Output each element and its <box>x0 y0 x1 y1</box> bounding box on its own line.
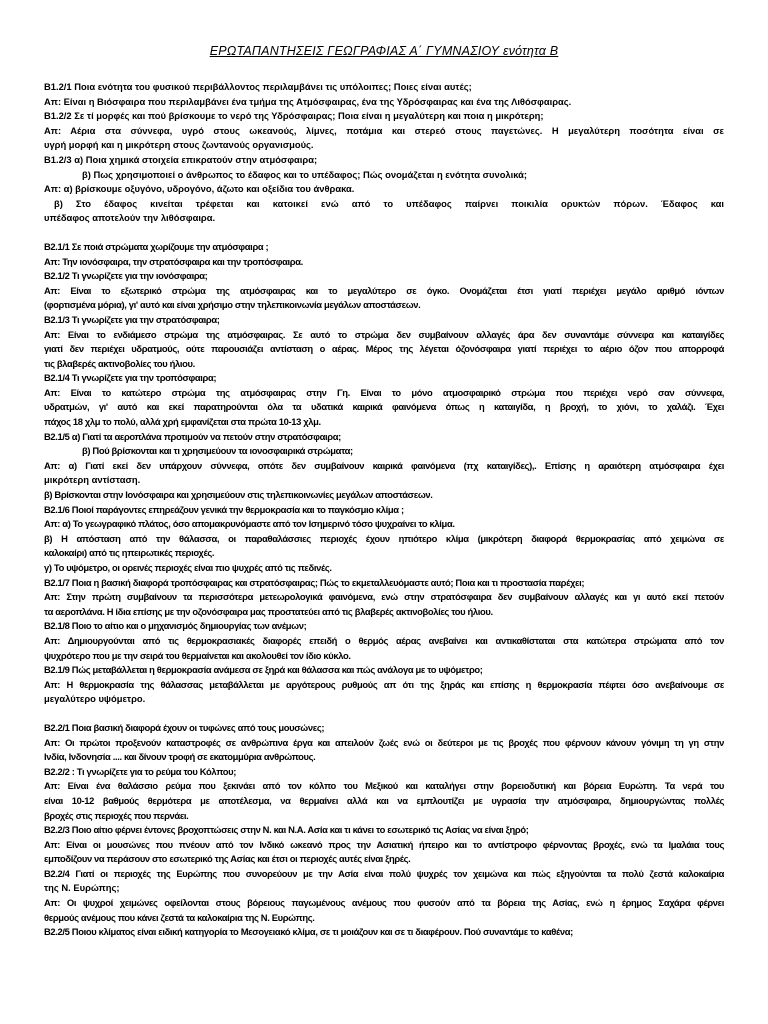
text-line: γιατί δεν περιέχει υδρατμούς, ούτε παρουσιάζει αντίσταση ο αέρας. Μέρος της λέγεται όζονόσφαιρα γιατί περιέχει το αέριο όζον που απορροφά <box>44 343 724 355</box>
text-line: καλοκαίρι) από τις ηπειρωτικές περιοχές. <box>44 547 215 559</box>
text-line: Β1.2/2 Σε τί μορφές και πού βρίσκουμε το νερό της Υδρόσφαιρας; Ποια είναι η μεγαλύτερη και ποια η μικρότερη; <box>44 110 544 122</box>
text-line: μεγαλύτερο υψόμετρο. <box>44 693 146 705</box>
text-line: Απ: Η θερμοκρασία της θάλασσας μεταβάλλεται με αργότερους ρυθμούς απ ότι της ξηράς και επίσης η θερμοκρασία πέφτει όσο ανεβαίνουμε σε <box>44 678 724 690</box>
text-line: β) Η απόσταση από την θάλασσα, οι παραθαλάσσιες περιοχές έχουν ηπιότερο κλίμα (μικρότερη διαφορά θερμοκρασίας από χειμώνα σε <box>44 532 724 544</box>
text-line: Απ: Είναι το κατώτερο στρώμα της ατμόσφαιρας στην Γη. Είναι το μόνο ατμοσφαιρικό στρώμα που περιέχει νερό σαν σύννεφα, <box>44 386 724 398</box>
text-line: τα αεροπλάνα. Η ίδια επίσης με την οζονόσφαιρα μας προστατεύει από τις βλαβερές ακτινοβολίες του ήλιου. <box>44 605 493 617</box>
text-line: βροχές στις περιοχές που περνάει. <box>44 809 189 821</box>
text-line: τις βλαβερές ακτινοβολίες του ήλιου. <box>44 357 195 369</box>
page-title: ΕΡΩΤΑΠΑΝΤΗΣΕΙΣ ΓΕΩΓΡΑΦΙΑΣ Α΄ ΓΥΜΝΑΣΙΟΥ ενότητα Β <box>209 44 559 58</box>
text-line: Απ: α) βρίσκουμε οξυγόνο, υδρογόνο, άζωτο και οξείδια του άνθρακα. <box>44 183 355 195</box>
text-line: Β2.1/4 Τι γνωρίζετε για την τροπόσφαιρα; <box>44 372 217 384</box>
text-line: Β2.1/6 Ποιοί παράγοντες επηρεάζουν γενικά την θερμοκρασία και το παγκόσμιο κλίμα ; <box>44 503 404 515</box>
text-line: πάχος 18 χλμ το πολύ, αλλά χρή εμφανίζεται στα πρώτα 10-13 χλμ. <box>44 416 321 428</box>
text-line: Απ: α) Γιατί εκεί δεν υπάρχουν σύννεφα, οπότε δεν συμβαίνουν καιρικά φαινόμενα (πχ καταιγίδες),. Επίσης η αραιότερη ατμόσφαιρα έχει <box>44 459 724 471</box>
text-line: θερμούς ανέμους που κάνει ζεστά τα καλοκαίρια της Ν. Ευρώπης. <box>44 911 315 923</box>
text-line: Απ: Είναι το ενδιάμεσο στρώμα της ατμόσφαιρας. Σε αυτό το στρώμα δεν συμβαίνουν αλλαγές άρα δεν συναντάμε σύννεφα και καταιγίδες <box>44 328 724 340</box>
text-line: Απ: Στην πρώτη συμβαίνουν τα περισσότερα μετεωρολογικά φαινόμενα, ενώ στην στρατόσφαιρα δεν συμβαίνουν αλλαγές και γι αυτό εκεί πετούν <box>44 591 724 603</box>
text-line: υδρατμών, γι' αυτό και εκεί παρατηρούνται όλα τα υδατικά καιρικά φαινόμενα όπως η καταιγίδα, η βροχή, το χιόνι, το χαλάζι. Έχει <box>44 401 724 413</box>
text-line: Β2.2/2 : Τι γνωρίζετε για το ρεύμα του Κόλπου; <box>44 765 237 777</box>
text-line: Β1.2/3 α) Ποια χημικά στοιχεία επικρατούν στην ατμόσφαιρα; <box>44 153 318 165</box>
text-line: (φορτισμένα μόρια), γι' αυτό και είναι χρήσιμο στην τηλεπικοινωνία μεγάλων αποστάσεων. <box>44 299 421 311</box>
paragraph-gap <box>44 707 724 721</box>
text-line: Β2.1/8 Ποιο το αίτιο και ο μηχανισμός δημιουργίας των ανέμων; <box>44 620 307 632</box>
text-line: υγρή μορφή και η μικρότερη στους ζωντανούς οργανισμούς. <box>44 139 314 151</box>
text-line: Β2.2/5 Ποιου κλίματος είναι ειδική κατηγορία το Μεσογειακό κλίμα, σε τι μοιάζουν και σε τι διαφέρουν. Πού συναντάμε το καθένα; <box>44 926 573 938</box>
paragraph-gap <box>44 226 724 240</box>
text-line: Απ: α) Το γεωγραφικό πλάτος, όσο απομακρυνόμαστε από τον Ισημερινό τόσο ψυχραίνει το κλίμα. <box>44 518 455 530</box>
text-line: εμποδίζουν να περάσουν στο εσωτερικό της Ασίας και έτσι οι περιοχές αυτές είναι ξηρές. <box>44 853 411 865</box>
text-line: μικρότερη αντίσταση. <box>44 474 141 486</box>
text-line: γ) Το υψόμετρο, οι ορεινές περιοχές είναι πιο ψυχρές από τις πεδινές. <box>44 562 332 573</box>
text-line: Β1.2/1 Ποια ενότητα του φυσικού περιβάλλοντος περιλαμβάνει τις υπόλοιπες; Ποιες είναι αυτές; <box>44 81 472 92</box>
text-line: Απ: Είναι ένα θαλάσσιο ρεύμα που ξεκινάει από τον κόλπο του Μεξικού και καταλήγει στην βορειοδυτική και βόρεια Ευρώπη. Τα νερά του <box>44 780 724 792</box>
text-line: Β2.1/7 Ποια η βασική διαφορά τροπόσφαιρας και στρατόσφαιρας; Πώς το εκμεταλλευόμαστε αυτό; Ποια και τι προστασία παρέχει; <box>44 576 585 588</box>
text-line: Απ: Την ιονόσφαιρα, την στρατόσφαιρα και την τροπόσφαιρα. <box>44 255 303 267</box>
text-line: υπέδαφος αποτελούν την λιθόσφαιρα. <box>44 212 216 224</box>
text-line: Απ: Δημιουργούνται από τις θερμοκρασιακές διαφορές επειδή ο θερμός αέρας ανεβαίνει και αντικαθίσταται στα κατώτερα στρώματα από τον <box>44 634 724 646</box>
text-line: είναι 10-12 βαθμούς θερμότερα με αποτέλεσμα, να θερμαίνει αλλά και να εμπλουτίζει με υγρασία την ατμόσφαιρα, δημιουργώντας πολλές <box>44 794 724 806</box>
document-body <box>44 80 724 940</box>
text-line: β) Πού βρίσκονται και τι χρησιμεύουν τα ιονοσφαιρικά στρώματα; <box>82 445 353 457</box>
text-line: Απ: Είναι οι μουσώνες που πνέουν από τον Ινδικό ωκεανό προς την Ασιατική ήπειρο και το αντίστροφο φέρνοντας βροχές, ενώ τα Ιμαλάια τους <box>44 838 724 850</box>
text-line: Β2.1/2 Τι γνωρίζετε για την ιονόσφαιρα; <box>44 270 208 282</box>
text-line: Β2.2/4 Γιατί οι περιοχές της Ευρώπης που συνορεύουν με την Ασία είναι πολύ ψυχρές τον χειμώνα και πώς εξηγούνται τα πολύ ζεστά καλοκαίρια <box>44 867 724 879</box>
text-line: β) Πως χρησιμοποιεί ο άνθρωπος το έδαφος και το υπέδαφος; Πώς ονομάζεται η ενότητα συνολικά; <box>82 168 528 180</box>
text-line: Β2.2/3 Ποιο αίτιο φέρνει έντονες βροχοπτώσεις στην Ν. και Ν.Α. Ασία και τι κάνει το εσωτερικό τις Ασίας να είναι ξηρό; <box>44 824 529 836</box>
text-line: Απ: Οι ψυχροί χειμώνες οφείλονται στους βόρειους παγωμένους ανέμους που φυσούν από τα βόρεια της Ασίας, ενώ η έρημος Σαχάρα φέρνει <box>44 897 724 909</box>
text-line: Απ: Αέρια στα σύννεφα, υγρό στους ωκεανούς, λίμνες, ποτάμια και στερεό στους παγετώνες. Η μεγαλύτερη ποσότητα είναι σε <box>44 124 724 136</box>
text-line: Απ: Είναι το εξωτερικό στρώμα της ατμόσφαιρας και το μεγαλύτερο σε όγκο. Ονομάζεται έτσι γιατί περιέχει μεγάλο αριθμό ιόντων <box>44 284 724 296</box>
text-line: Απ: Είναι η Βιόσφαιρα που περιλαμβάνει ένα τμήμα της Ατμόσφαιρας, ένα της Υδρόσφαιρας και ένα της Λιθόσφαιρας. <box>44 95 572 107</box>
text-line: Β2.1/5 α) Γιατί τα αεροπλάνα προτιμούν να πετούν στην στρατόσφαιρα; <box>44 430 341 442</box>
text-line: β) Στο έδαφος κινείται τρέφεται και κατοικεί ενώ από το υπέδαφος παίρνει ποικιλία ορυκτών πόρων. Έδαφος και <box>54 197 724 209</box>
text-line: Β2.1/9 Πώς μεταβάλλεται η θερμοκρασία ανάμεσα σε ξηρά και θάλασσα και πώς ανάλογα με το υψόμετρο; <box>44 664 483 676</box>
text-line: Β2.1/1 Σε ποιά στρώματα χωρίζουμε την ατμόσφαιρα ; <box>44 240 269 252</box>
text-line: Ινδία, Ινδονησία .... και δίνουν τροφή σε εκατομμύρια ανθρώπους. <box>44 751 316 763</box>
text-line: ψυχρότερο που με την σειρά του θερμαίνεται και ακολουθεί τον ίδιο κύκλο. <box>44 649 351 661</box>
text-line: Απ: Οι πρώτοι προξενούν καταστροφές σε ανθρώπινα έργα και απειλούν ζωές ενώ οι δεύτεροι με τις βροχές που φέρνουν κάνουν γόνιμη τη γη στην <box>44 736 724 748</box>
text-line: β) Βρίσκονται στην Ιονόσφαιρα και χρησιμεύουν στις τηλεπικοινωνίες μεγάλων αποστάσεων. <box>44 489 433 501</box>
text-line: Β2.2/1 Ποια βασική διαφορά έχουν οι τυφώνες από τους μουσώνες; <box>44 721 325 733</box>
text-line: της Ν. Ευρώπης; <box>44 882 120 894</box>
text-line: Β2.1/3 Τι γνωρίζετε για την στρατόσφαιρα; <box>44 313 220 325</box>
